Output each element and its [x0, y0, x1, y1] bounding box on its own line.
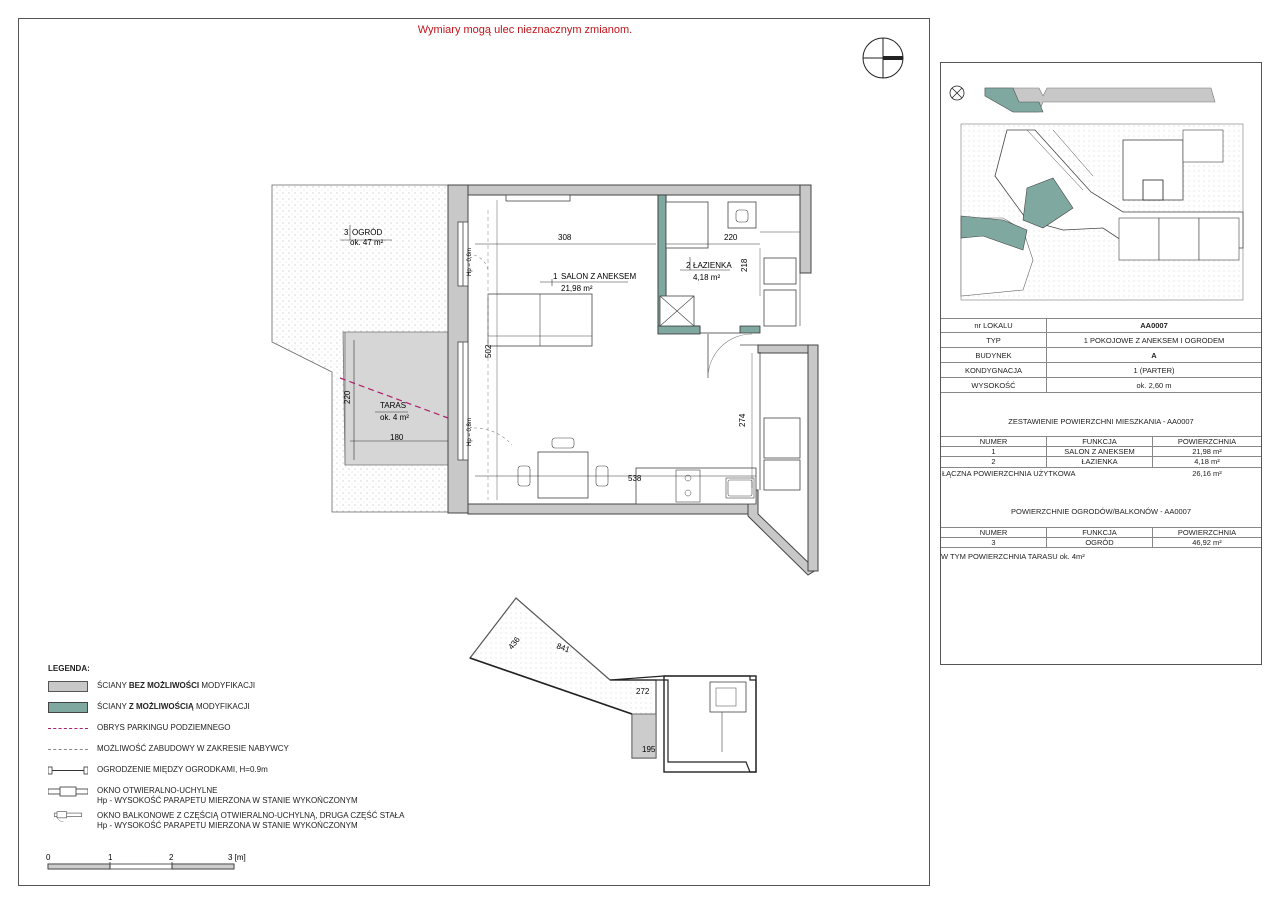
bath-name: ŁAZIENKA	[693, 261, 732, 270]
table-header: POWIERZCHNIA	[1177, 528, 1237, 537]
terrace-name: TARAS	[380, 401, 407, 410]
scale-tick-3: 3 [m]	[228, 853, 246, 862]
table-cell: 21,98 m²	[1192, 446, 1222, 456]
legend-text: Hp - WYSOKOŚĆ PARAPETU MIERZONA W STANIE WYKOŃCZONYM	[97, 821, 358, 830]
legend-text: OKNO BALKONOWE Z CZĘŚCIĄ OTWIERALNO-UCHYLNĄ, DRUGA CZĘŚĆ STAŁA	[97, 811, 405, 820]
legend-text-bold: Z MOŻLIWOŚCIĄ	[128, 702, 194, 711]
dim-502: 502	[484, 344, 493, 358]
apartment-mini-plan	[460, 592, 770, 777]
legend-text: OKNO OTWIERALNO-UCHYLNE	[97, 786, 218, 795]
table-header: POWIERZCHNIA	[1177, 437, 1237, 446]
info-row	[941, 363, 1261, 378]
table-header-row	[941, 527, 1261, 538]
legend-text: MODYFIKACJI	[193, 702, 250, 711]
legend-item	[48, 702, 404, 723]
table-row	[941, 457, 1261, 468]
hp-window-2: Hp = 0,8m	[467, 418, 473, 446]
table-header: FUNKCJA	[1047, 437, 1153, 446]
terrace-area	[343, 332, 448, 465]
dim-220-bath: 220	[724, 233, 738, 242]
legend-text: Hp - WYSOKOŚĆ PARAPETU MIERZONA W STANIE WYKOŃCZONYM	[97, 796, 358, 805]
salon-name: SALON Z ANEKSEM	[561, 272, 637, 281]
info-value: 1 (PARTER)	[1133, 365, 1175, 375]
info-label: TYP	[941, 333, 1047, 347]
info-value: ok. 2,60 m	[1136, 380, 1172, 390]
legend-text: MOŻLIWOŚĆ ZABUDOWY W ZAKRESIE NABYWCY	[97, 744, 289, 753]
legend-text: OBRYS PARKINGU PODZIEMNEGO	[97, 723, 231, 732]
legend-text: OGRODZENIE MIĘDZY OGRODKAMI, H=0.9m	[97, 765, 268, 774]
buildout-line-swatch	[48, 749, 88, 750]
dim-308: 308	[558, 233, 572, 242]
legend-item	[48, 681, 404, 702]
mini-dim-272: 272	[636, 687, 650, 696]
dim-180: 180	[390, 433, 404, 442]
info-label: nr LOKALU	[941, 319, 1047, 332]
legend	[48, 664, 404, 836]
table-header: FUNKCJA	[1047, 528, 1153, 537]
salon-number: 1	[553, 272, 558, 281]
bath-number: 2	[686, 261, 691, 270]
info-row	[941, 378, 1261, 393]
tilt-window-icon	[48, 786, 88, 797]
legend-item	[48, 811, 404, 836]
table-header: NUMER	[941, 437, 1047, 446]
terrace-area-label: ok. 4 m²	[380, 413, 409, 422]
legend-item	[48, 744, 404, 765]
rooms-table-title: ZESTAWIENIE POWIERZCHNI MIESZKANIA - AA0007	[1008, 417, 1194, 426]
dim-220-terrace: 220	[343, 390, 352, 404]
scale-tick-2: 2	[169, 853, 174, 862]
table-cell: 1	[941, 447, 1047, 457]
table-cell: 46,92 m²	[1192, 537, 1222, 547]
mini-dim-841: 841	[555, 641, 571, 655]
info-value: AA0007	[1140, 321, 1168, 330]
info-label: KONDYGNACJA	[941, 363, 1047, 377]
garden-table-title: POWIERZCHNIE OGRODÓW/BALKONÓW - AA0007	[1010, 507, 1192, 516]
fence-line-icon	[48, 765, 88, 776]
info-row	[941, 333, 1261, 348]
compass-small-icon	[950, 86, 964, 100]
info-label: WYSOKOŚĆ	[941, 378, 1047, 392]
garden-area-label: ok. 47 m²	[350, 238, 384, 247]
rooms-table	[941, 436, 1261, 479]
teal-wall-swatch	[48, 702, 88, 713]
legend-text-bold: BEZ MOŻLIWOŚCI	[128, 681, 200, 690]
legend-text: MODYFIKACJI	[199, 681, 256, 690]
legend-text: ŚCIANY	[97, 702, 129, 711]
dimensions-notice: Wymiary mogą ulec nieznacznym zmianom.	[417, 24, 633, 36]
legend-item	[48, 723, 404, 744]
dim-218: 218	[740, 258, 749, 272]
garden-table	[941, 527, 1261, 548]
salon-area: 21,98 m²	[561, 284, 593, 293]
table-cell: ŁAZIENKA	[1047, 457, 1153, 467]
legend-item	[48, 765, 404, 786]
table-cell: 4,18 m²	[1194, 457, 1220, 466]
apartment-info-table	[941, 318, 1261, 393]
total-area-label: ŁĄCZNA POWIERZCHNIA UŻYTKOWA	[942, 468, 1076, 478]
table-cell: 3	[941, 538, 1047, 548]
info-row	[941, 348, 1261, 363]
scale-bar	[46, 850, 246, 880]
info-label: BUDYNEK	[941, 348, 1047, 362]
info-value: 1 POKOJOWE Z ANEKSEM I OGRODEM	[1083, 335, 1225, 345]
table-header-row	[941, 436, 1261, 447]
bath-area: 4,18 m²	[693, 273, 721, 282]
total-area-value: 26,16 m²	[1192, 468, 1222, 478]
table-row	[941, 447, 1261, 458]
parking-outline-swatch	[48, 728, 88, 729]
total-area-row	[941, 468, 1261, 479]
dim-274: 274	[738, 413, 747, 427]
balcony-door-icon	[48, 811, 88, 822]
gray-wall-swatch	[48, 681, 88, 692]
table-cell: OGRÓD	[1047, 538, 1153, 548]
mini-dim-436: 436	[506, 635, 522, 652]
scale-tick-1: 1	[108, 853, 113, 862]
legend-item	[48, 786, 404, 811]
info-row	[941, 318, 1261, 333]
garden-number: 3	[344, 228, 349, 237]
legend-text: ŚCIANY	[97, 681, 129, 690]
mini-dim-195: 195	[642, 745, 656, 754]
building-key-plan	[943, 80, 1259, 302]
table-cell: SALON Z ANEKSEM	[1047, 447, 1153, 457]
terrace-note: W TYM POWIERZCHNIA TARASU ok. 4m²	[941, 552, 1085, 561]
scale-tick-0: 0	[46, 853, 51, 862]
garden-name: OGRÓD	[352, 228, 383, 237]
hp-window-1: Hp = 0,6m	[467, 248, 473, 276]
dim-538: 538	[628, 474, 642, 483]
table-cell: 2	[941, 457, 1047, 467]
legend-title: LEGENDA:	[48, 664, 90, 673]
info-value: A	[1151, 350, 1157, 360]
table-row	[941, 538, 1261, 549]
table-header: NUMER	[941, 528, 1047, 537]
